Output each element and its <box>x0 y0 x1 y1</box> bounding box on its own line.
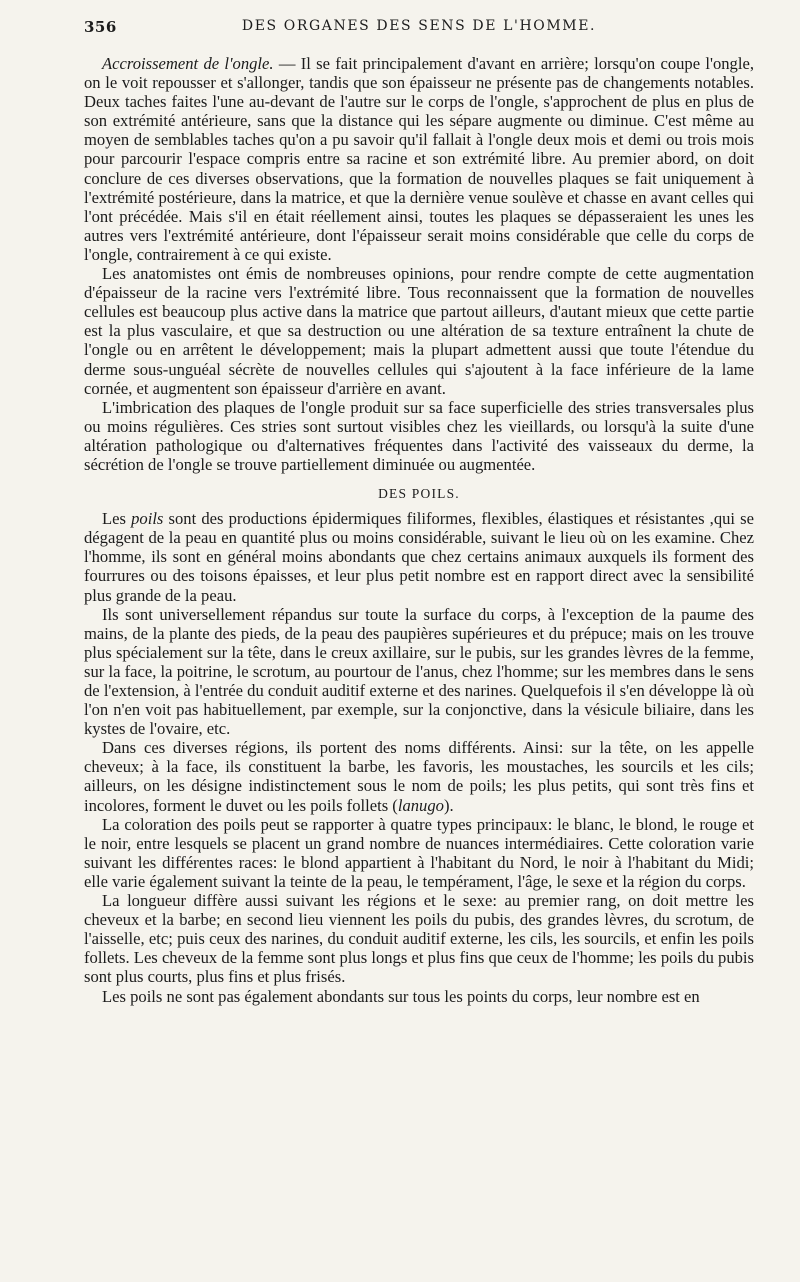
paragraph-hairs-abundance: Les poils ne sont pas également abondants sur tous les points du corps, leur nombre est en <box>102 986 700 1006</box>
paragraph-imbrication: L'imbrication des plaques de l'ongle produit sur sa face superficielle des stries transversales plus ou moins régulières. Ces stries sont surtout visibles chez les vieillards, ou lorsqu'à la suite d'une altération pathologique ou d'alternatives fréquentes dans l'activité des vaisseaux du derme, la sécrétion de l'ongle se trouve partiellement diminuée ou augmentée. <box>84 397 754 474</box>
term-poils: poils <box>131 509 164 529</box>
paragraph-hairs-coloration: La coloration des poils peut se rapporter à quatre types principaux: le blanc, le blond, le rouge et le noir, entre lesquels se placent un grand nombre de nuances intermédiaires. Cette coloration varie suivant les différentes races: le blond appartient à l'habitant du Nord, le noir à l'habitant du Midi; elle varie également suivant la teinte de la peau, le tempérament, l'âge, le sexe et la région du corps. <box>84 814 754 891</box>
paragraph-hairs-names <box>84 738 754 814</box>
running-head-title: DES ORGANES DES SENS DE L'HOMME. <box>241 18 597 34</box>
paragraph-text: — Il se fait principalement d'avant en arrière; lorsqu'on coupe l'ongle, on le voit repousser et s'allonger, tandis que son épaisseur ne présente pas de changements notables. Deux taches faites l'une au-devant de l'autre sur le corps de l'ongle, s'approchent de plus en plus de son extrémité antérieure, sans que la distance qui les sépare augmente ou diminue. C'est même au moyen de semblables taches qu'on a pu savoir qu'il fallait à l'ongle deux mois et demi ou trois mois pour parcourir l'espace compris entre sa racine et son extrémité libre. Au premier abord, on doit conclure de ces diverses observations, que la formation de nouvelles plaques se fait uniquement à l'extrémité postérieure, dans la matrice, et que la dernière venue soulève et chasse en avant celles qui l'ont précédée. Mais s'il en était réellement ainsi, toutes les plaques se dépasseraient les unes les autres vers l'extrémité antérieure, dont l'épaisseur serait moins considérable que celle du corps de l'ongle, contrairement à ce qui existe. <box>84 54 754 264</box>
paragraph-nail-growth <box>84 54 754 264</box>
paragraph-tail: ). <box>443 795 454 815</box>
paragraph-text: sont des productions épidermiques filiformes, flexibles, élastiques et résistantes ,qui se dégagent de la peau en quantité plus ou moins considérable, suivant le lieu où on les examine. Chez l'homme, ils sont en général moins abondants que chez certains animaux auxquels ils forment des fourrures ou des toisons épaisses, et leur plus petit nombre est en rapport direct avec la sensibilité plus grande de la peau. <box>84 509 754 605</box>
term-lanugo: lanugo <box>397 795 444 815</box>
paragraph-hairs-length: La longueur diffère aussi suivant les régions et le sexe: au premier rang, on doit mettre les cheveux et la barbe; en second lieu viennent les poils du pubis, des grandes lèvres, du scrotum, de l'aisselle, etc; puis ceux des narines, du conduit auditif externe, les cils, les sourcils, et enfin les poils follets. Les cheveux de la femme sont plus longs et plus fins que ceux de l'homme; les poils du pubis sont plus courts, plus fins et plus frisés. <box>84 891 754 987</box>
page-number: 356 <box>84 18 117 36</box>
running-head <box>84 18 754 40</box>
paragraph-hairs-definition <box>84 509 754 604</box>
paragraph-run-in-heading: Accroissement de l'ongle. <box>102 54 274 73</box>
paragraph-hairs-distribution: Ils sont universellement répandus sur toute la surface du corps, à l'exception de la paume des mains, de la plante des pieds, de la peau des paupières supérieures et du prépuce; mais on les trouve plus spécialement sur la tête, dans le creux axillaire, sur le pubis, sur les grandes lèvres de la femme, sur la face, la poitrine, le scrotum, au pourtour de l'anus, chez l'homme; sur les membres dans le sens de l'extension, à l'entrée du conduit auditif externe et des narines. Quelquefois il s'en développe là où l'on n'en voit pas habituellement, par exemple, sur la conjonctive, dans la vésicule biliaire, dans les kystes de l'ovaire, etc. <box>84 604 754 739</box>
paragraph-anatomists-opinions: Les anatomistes ont émis de nombreuses opinions, pour rendre compte de cette augmentation d'épaisseur de la racine vers l'extrémité libre. Tous reconnaissent que la formation de nouvelles cellules est beaucoup plus active dans la matrice que partout ailleurs, d'autant mieux que cette partie est la plus vasculaire, et que sa destruction ou une altération de sa texture entraînent la chute de l'ongle ou en arrêtent le développement; mais la plupart admettent aussi que toute l'étendue du derme sous-unguéal sécrète de nouvelles cellules qui s'ajoutent à la face inférieure de la lame cornée, et augmentent son épaisseur d'arrière en avant. <box>84 264 754 398</box>
paragraph-text: Dans ces diverses régions, ils portent des noms différents. Ainsi: sur la tête, on les appelle cheveux; à la face, ils constituent la barbe, les favoris, les moustaches, les sourcils et les cils; ailleurs, on les désigne indistinctement sous le nom de poils; les plus petits, qui sont très fins et incolores, forment le duvet ou les poils follets ( <box>84 738 754 815</box>
body-text <box>84 54 754 1006</box>
section-title: DES POILS. <box>378 486 460 502</box>
paragraph-lead: Les <box>102 509 132 529</box>
